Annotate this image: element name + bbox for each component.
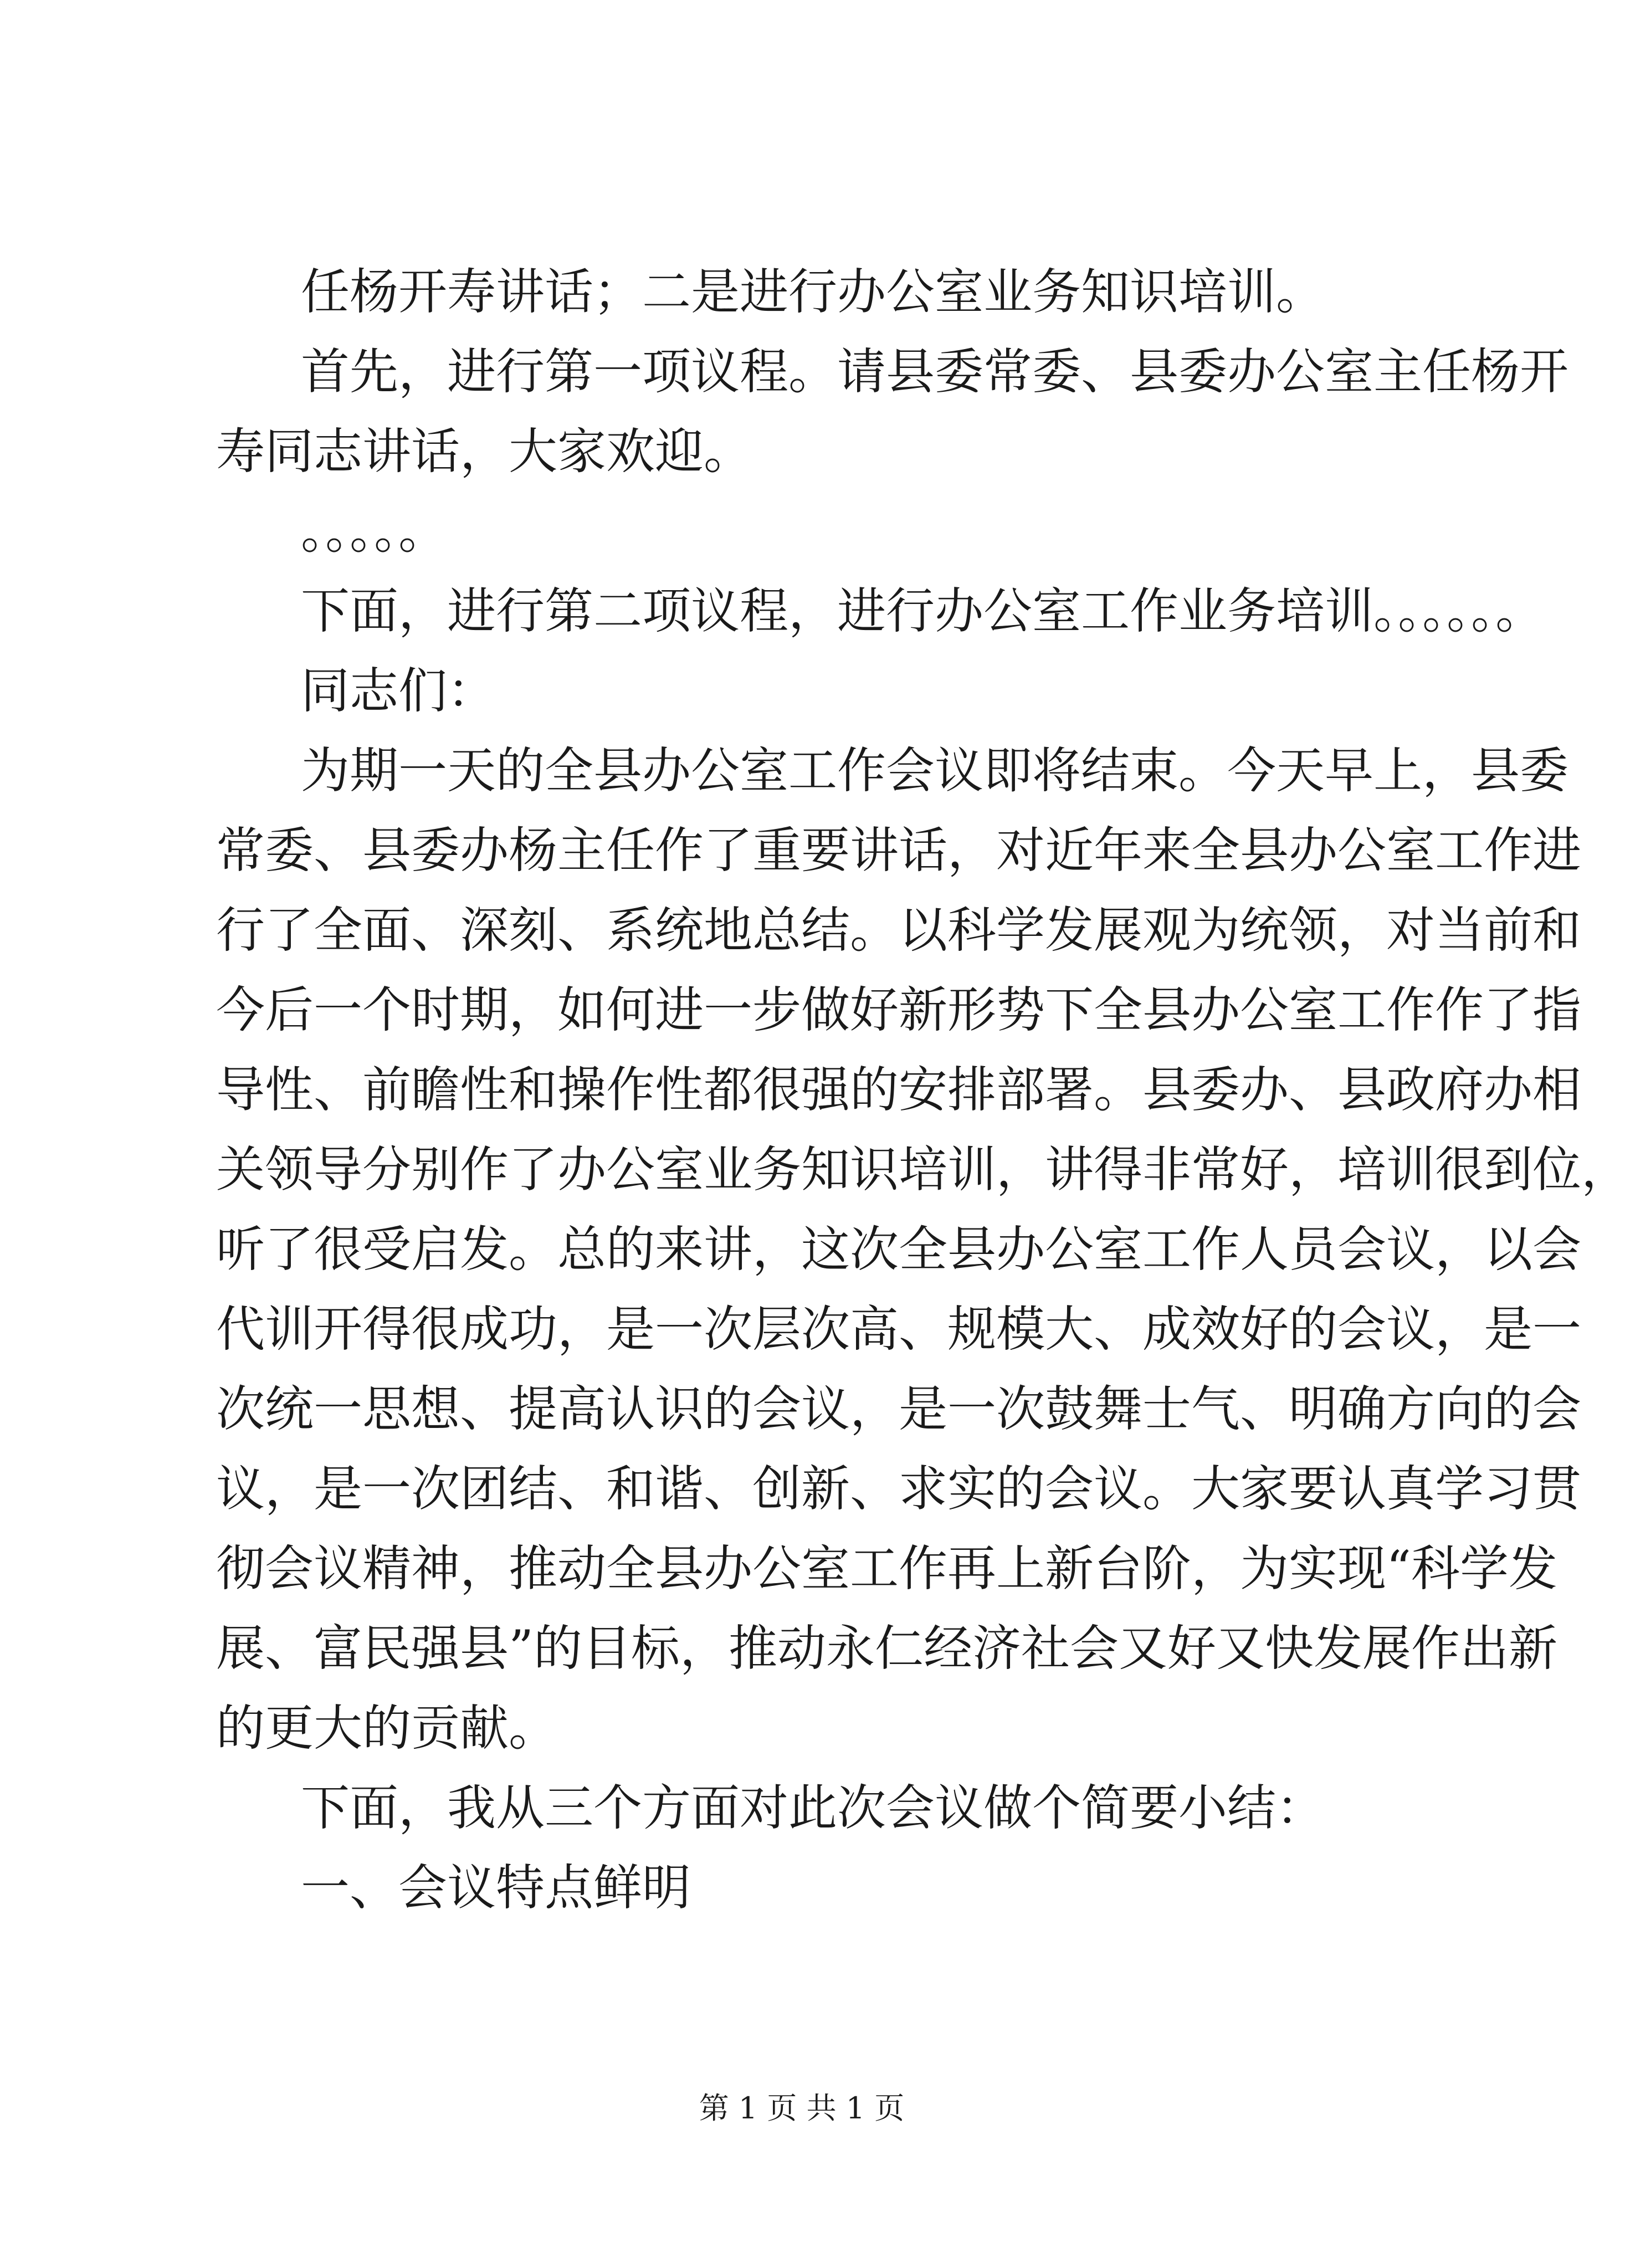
text-line: 今后一个时期，如何进一步做好新形势下全县办公室工作作了指 — [216, 981, 1582, 1038]
text-line: 代训开得很成功，是一次层次高、规模大、成效好的会议，是一 — [216, 1301, 1582, 1358]
text-line: 常委、县委办杨主任作了重要讲话，对近年来全县办公室工作进 — [216, 822, 1582, 879]
text-line: 下面，我从三个方面对此次会议做个简要小结： — [301, 1779, 1325, 1836]
text-line: 首先，进行第一项议程。请县委常委、县委办公室主任杨开 — [301, 343, 1569, 400]
text-line: 导性、前瞻性和操作性都很强的安排部署。县委办、县政府办相 — [216, 1061, 1582, 1118]
text-line: 同志们： — [301, 662, 496, 719]
text-line: 听了很受启发。总的来讲，这次全县办公室工作人员会议，以会 — [216, 1221, 1582, 1278]
text-line: 下面，进行第二项议程，进行办公室工作业务培训。。。。。。 — [301, 582, 1545, 639]
text-line: 任杨开寿讲话；二是进行办公室业务知识培训。 — [301, 263, 1325, 320]
text-line: 议，是一次团结、和谐、创新、求实的会议。大家要认真学习贯 — [216, 1460, 1582, 1517]
document-body — [216, 252, 1630, 1928]
text-line: 关领导分别作了办公室业务知识培训，讲得非常好，培训很到位， — [216, 1141, 1630, 1198]
section-heading: 一、会议特点鲜明 — [301, 1859, 691, 1916]
text-line: 行了全面、深刻、系统地总结。以科学发展观为统领，对当前和 — [216, 902, 1582, 959]
text-line: 次统一思想、提高认识的会议，是一次鼓舞士气、明确方向的会 — [216, 1380, 1582, 1437]
text-line: 为期一天的全县办公室工作会议即将结束。今天早上，县委 — [301, 742, 1569, 799]
page-footer: 第 1 页 共 1 页 — [699, 2091, 905, 2126]
text-line: 展、富民强县”的目标，推动永仁经济社会又好又快发展作出新 — [216, 1620, 1557, 1677]
text-line: 彻会议精神，推动全县办公室工作再上新台阶，为实现“科学发 — [216, 1540, 1557, 1597]
text-line: 。。。。。 — [301, 503, 448, 560]
text-line: 寿同志讲话，大家欢迎。 — [216, 423, 753, 480]
text-line: 的更大的贡献。 — [216, 1699, 558, 1757]
